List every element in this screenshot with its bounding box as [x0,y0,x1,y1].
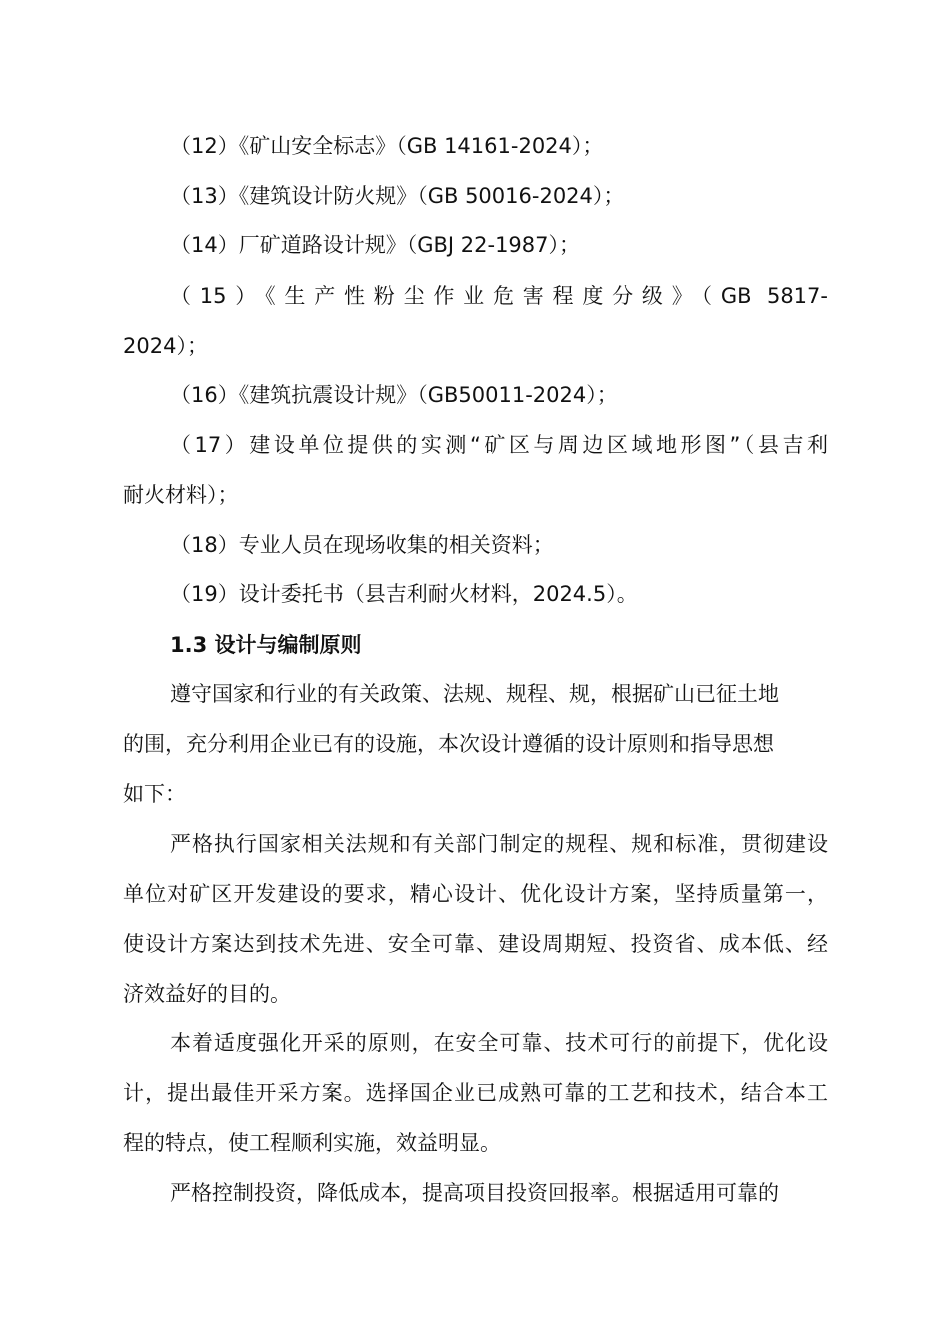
paragraph-line: 本着适度强化开采的原则，在安全可靠、技术可行的前提下，优化设 [170,1031,828,1055]
paragraph-line: 程的特点，使工程顺利实施，效益明显。 [123,1131,501,1155]
reference-item-14: （14）厂矿道路设计规》（GBJ 22-1987）； [170,233,581,257]
reference-item-13: （13）《建筑设计防火规》（GB 50016-2024）； [170,184,625,208]
reference-item-17-cont: 耐火材料）； [123,483,239,507]
paragraph-line: 单位对矿区开发建设的要求，精心设计、优化设计方案，坚持质量第一， [123,882,828,906]
paragraph-line: 的围，充分利用企业已有的设施，本次设计遵循的设计原则和指导思想 [123,732,774,756]
paragraph-line: 严格控制投资，降低成本，提高项目投资回报率。根据适用可靠的 [170,1181,779,1205]
reference-item-12: （12）《矿山安全标志》（GB 14161-2024）； [170,134,604,158]
paragraph-line: 使设计方案达到技术先进、安全可靠、建设周期短、投资省、成本低、经 [123,932,828,956]
reference-item-15-cont: 2024）； [123,334,208,358]
reference-item-15: （15）《生产性粉尘作业危害程度分级》（GB 5817- [170,284,828,308]
reference-item-16: （16）《建筑抗震设计规》（GB50011-2024）； [170,383,618,407]
paragraph-line: 如下： [123,782,186,806]
paragraph-line: 计，提出最佳开采方案。选择国企业已成熟可靠的工艺和技术，结合本工 [123,1081,828,1105]
paragraph-line: 济效益好的目的。 [123,982,291,1006]
paragraph-line: 严格执行国家相关法规和有关部门制定的规程、规和标准，贯彻建设 [170,832,828,856]
reference-item-18: （18）专业人员在现场收集的相关资料； [170,533,554,557]
section-heading: 1.3 设计与编制原则 [170,633,362,657]
reference-item-17: （17）建设单位提供的实测“矿区与周边区域地形图”（县吉利 [170,433,828,457]
paragraph-line: 遵守国家和行业的有关政策、法规、规程、规，根据矿山已征土地 [170,682,779,706]
reference-item-19: （19）设计委托书（县吉利耐火材料，2024.5）。 [170,582,638,606]
